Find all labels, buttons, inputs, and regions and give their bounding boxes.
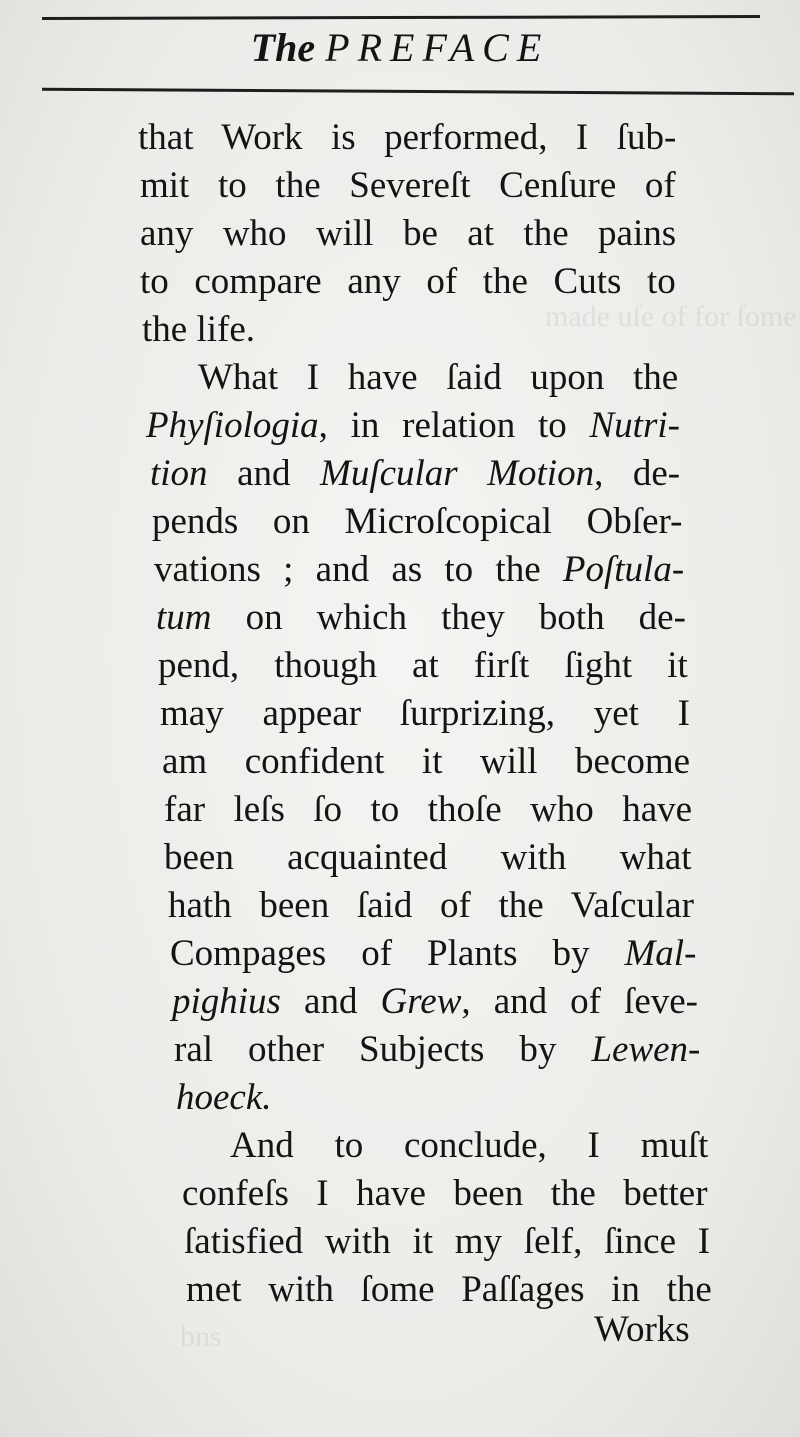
running-head-the: The — [250, 25, 316, 70]
header-rule-bottom — [42, 88, 794, 96]
text-line: pighius and Grew, and of ſeve- — [172, 981, 698, 1022]
header-rule-top — [42, 15, 760, 20]
text-line: confeſs I have been the better — [182, 1173, 708, 1214]
text-line: that Work is performed, I ſub- — [138, 117, 677, 158]
text-line: ſatisfied with it my ſelf, ſince I — [184, 1221, 711, 1262]
text-line: pends on Microſcopical Obſer- — [152, 501, 683, 542]
text-line: far leſs ſo to thoſe who have — [164, 789, 693, 830]
text-line: And to conclude, I muſt — [230, 1125, 709, 1166]
text-line: hath been ſaid of the Vaſcular — [168, 885, 694, 926]
text-line: hoeck. — [176, 1077, 272, 1118]
text-line: any who will be at the pains — [140, 213, 677, 254]
text-line: What I have ſaid upon the — [198, 357, 679, 398]
text-line: am confident it will become — [162, 741, 691, 782]
text-line: vations ; and as to the Poſtula- — [154, 549, 685, 590]
text-line: ral other Subjects by Lewen- — [174, 1029, 701, 1070]
show-through-text: bns — [180, 1320, 222, 1353]
catchword: Works — [594, 1309, 690, 1350]
text-line: the life. — [142, 309, 256, 350]
text-line: tum on which they both de- — [156, 597, 686, 638]
text-line: tion and Muſcular Motion, de- — [150, 453, 681, 494]
text-line: to compare any of the Cuts to — [140, 261, 676, 302]
text-line: Compages of Plants by Mal- — [170, 933, 697, 974]
running-head-title: PREFACE — [325, 25, 550, 70]
text-line: been acquainted with what — [164, 837, 692, 878]
running-head — [0, 24, 800, 72]
text-line: Phyſiologia, in relation to Nutri- — [146, 405, 680, 446]
text-line: may appear ſurprizing, yet I — [160, 693, 690, 734]
text-line: pend, though at firſt ſight it — [158, 645, 688, 686]
text-line: mit to the Severeſt Cenſure of — [140, 165, 676, 206]
text-line: met with ſome Paſſages in the — [186, 1269, 712, 1310]
show-through-text: made uſe of for ſome — [545, 300, 797, 333]
